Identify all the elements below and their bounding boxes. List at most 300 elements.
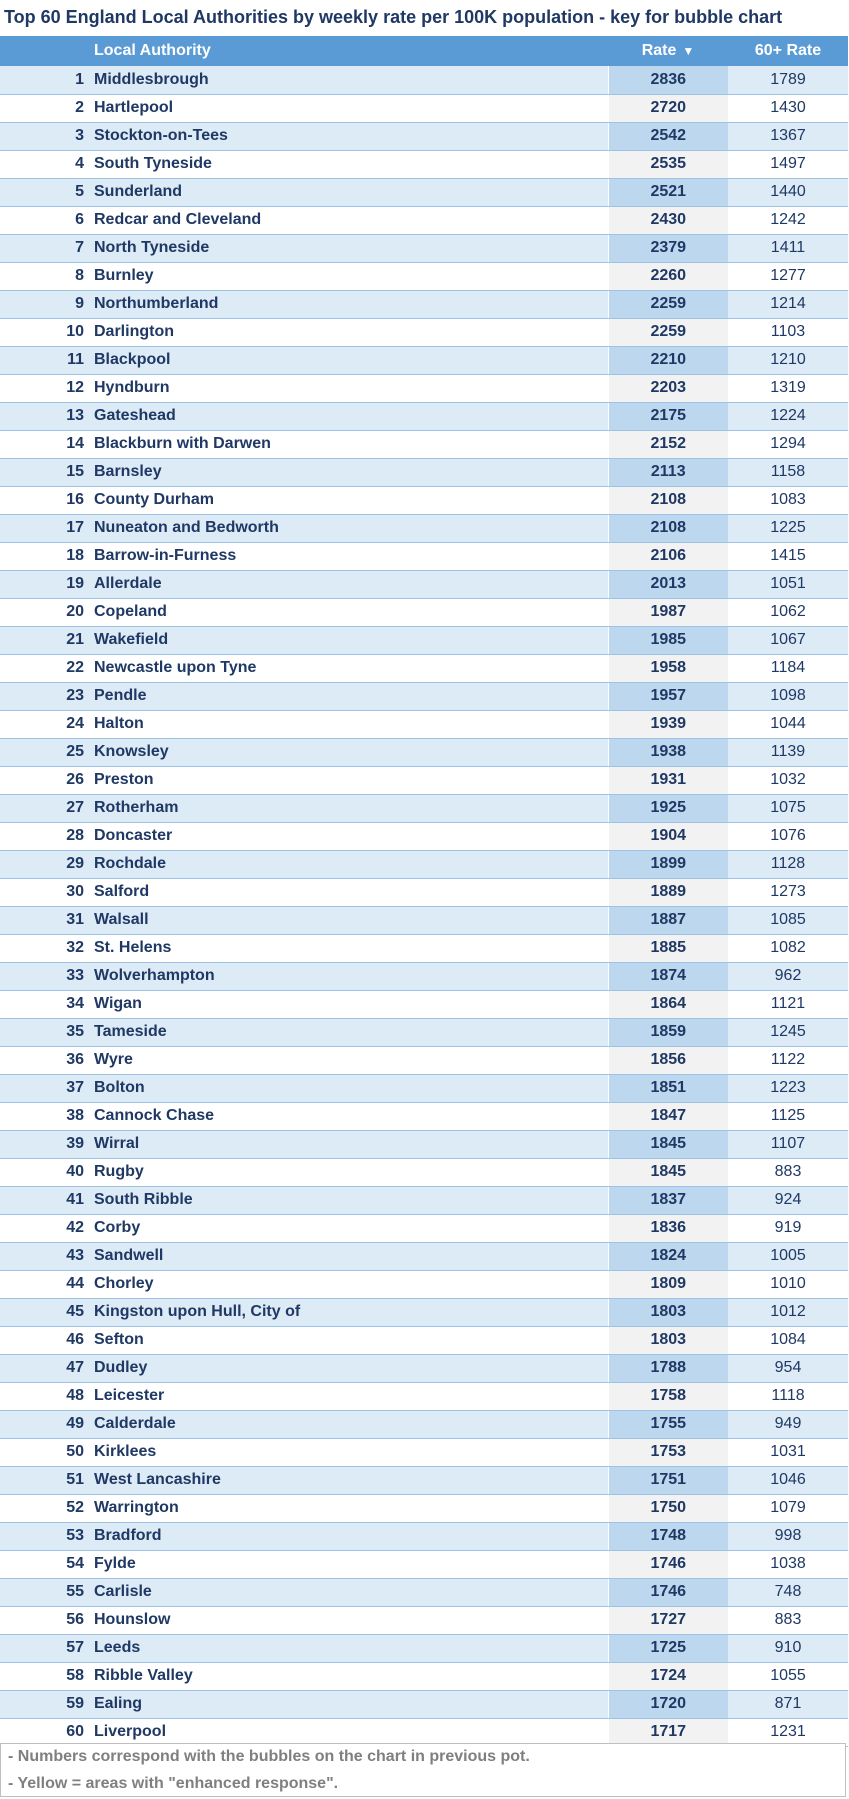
cell-rank: 36 [0,1046,92,1074]
cell-rate: 2203 [608,374,728,402]
table-row [0,1634,848,1662]
cell-rank: 56 [0,1606,92,1634]
cell-local-authority: Gateshead [92,402,608,430]
cell-local-authority: Copeland [92,598,608,626]
table-body [0,66,848,1746]
table-row [0,766,848,794]
cell-local-authority: Sefton [92,1326,608,1354]
table-row [0,822,848,850]
cell-rank: 23 [0,682,92,710]
table-row [0,710,848,738]
cell-local-authority: Ribble Valley [92,1662,608,1690]
cell-rank: 41 [0,1186,92,1214]
cell-local-authority: Kingston upon Hull, City of [92,1298,608,1326]
cell-rank: 21 [0,626,92,654]
cell-local-authority: Sandwell [92,1242,608,1270]
table-row [0,1410,848,1438]
cell-local-authority: Liverpool [92,1718,608,1746]
cell-rate: 1751 [608,1466,728,1494]
cell-local-authority: Barnsley [92,458,608,486]
cell-sixty-plus-rate: 1367 [728,122,848,150]
table-row [0,1298,848,1326]
cell-rank: 48 [0,1382,92,1410]
cell-sixty-plus-rate: 883 [728,1158,848,1186]
cell-rate: 2535 [608,150,728,178]
cell-sixty-plus-rate: 1010 [728,1270,848,1298]
cell-rate: 1824 [608,1242,728,1270]
cell-rate: 1885 [608,934,728,962]
table-row [0,738,848,766]
cell-rate: 1859 [608,1018,728,1046]
cell-sixty-plus-rate: 1046 [728,1466,848,1494]
cell-rate: 1724 [608,1662,728,1690]
cell-rank: 35 [0,1018,92,1046]
cell-local-authority: Wolverhampton [92,962,608,990]
cell-rate: 1874 [608,962,728,990]
cell-local-authority: Barrow-in-Furness [92,542,608,570]
authorities-table-container [0,36,848,1747]
cell-rank: 52 [0,1494,92,1522]
cell-sixty-plus-rate: 1051 [728,570,848,598]
cell-rate: 2152 [608,430,728,458]
table-row [0,1102,848,1130]
cell-sixty-plus-rate: 1497 [728,150,848,178]
cell-sixty-plus-rate: 1125 [728,1102,848,1130]
table-row [0,122,848,150]
cell-sixty-plus-rate: 954 [728,1354,848,1382]
cell-rate: 1746 [608,1578,728,1606]
cell-rank: 33 [0,962,92,990]
cell-sixty-plus-rate: 1082 [728,934,848,962]
cell-sixty-plus-rate: 748 [728,1578,848,1606]
cell-local-authority: Rochdale [92,850,608,878]
cell-sixty-plus-rate: 1158 [728,458,848,486]
cell-rank: 7 [0,234,92,262]
cell-sixty-plus-rate: 1107 [728,1130,848,1158]
cell-local-authority: Carlisle [92,1578,608,1606]
cell-rate: 1904 [608,822,728,850]
cell-rank: 51 [0,1466,92,1494]
cell-rank: 9 [0,290,92,318]
table-row [0,458,848,486]
table-row [0,1186,848,1214]
cell-local-authority: Hounslow [92,1606,608,1634]
cell-local-authority: Wakefield [92,626,608,654]
table-row [0,1550,848,1578]
cell-sixty-plus-rate: 1038 [728,1550,848,1578]
table-row [0,94,848,122]
cell-sixty-plus-rate: 1789 [728,66,848,94]
cell-rate: 2430 [608,206,728,234]
table-row [0,178,848,206]
table-row [0,1690,848,1718]
table-row [0,1578,848,1606]
cell-rank: 28 [0,822,92,850]
cell-rate: 2175 [608,402,728,430]
cell-local-authority: Wirral [92,1130,608,1158]
cell-rank: 3 [0,122,92,150]
cell-sixty-plus-rate: 1184 [728,654,848,682]
cell-sixty-plus-rate: 919 [728,1214,848,1242]
cell-rank: 59 [0,1690,92,1718]
table-row [0,1718,848,1746]
cell-rate: 1755 [608,1410,728,1438]
header-row [0,36,848,66]
cell-local-authority: Calderdale [92,1410,608,1438]
cell-rank: 53 [0,1522,92,1550]
table-row [0,1382,848,1410]
cell-sixty-plus-rate: 962 [728,962,848,990]
cell-rate: 2259 [608,318,728,346]
cell-sixty-plus-rate: 1076 [728,822,848,850]
cell-rank: 19 [0,570,92,598]
cell-local-authority: Chorley [92,1270,608,1298]
table-row [0,1270,848,1298]
table-row [0,290,848,318]
cell-rate: 1851 [608,1074,728,1102]
table-row [0,934,848,962]
cell-sixty-plus-rate: 1121 [728,990,848,1018]
header-rank [0,36,92,66]
table-row [0,486,848,514]
cell-sixty-plus-rate: 1012 [728,1298,848,1326]
table-row [0,1018,848,1046]
table-row [0,1130,848,1158]
cell-sixty-plus-rate: 1128 [728,850,848,878]
cell-local-authority: Sunderland [92,178,608,206]
cell-local-authority: Nuneaton and Bedworth [92,514,608,542]
cell-rank: 29 [0,850,92,878]
cell-local-authority: Stockton-on-Tees [92,122,608,150]
cell-rank: 45 [0,1298,92,1326]
cell-rank: 1 [0,66,92,94]
table-row [0,1354,848,1382]
cell-rank: 43 [0,1242,92,1270]
table-row [0,1662,848,1690]
cell-rank: 15 [0,458,92,486]
cell-sixty-plus-rate: 1044 [728,710,848,738]
cell-rank: 32 [0,934,92,962]
cell-rate: 2013 [608,570,728,598]
cell-local-authority: Dudley [92,1354,608,1382]
cell-rate: 1753 [608,1438,728,1466]
cell-local-authority: Halton [92,710,608,738]
cell-local-authority: Bradford [92,1522,608,1550]
cell-rate: 2106 [608,542,728,570]
table-row [0,1522,848,1550]
table-row [0,1074,848,1102]
cell-sixty-plus-rate: 1440 [728,178,848,206]
table-row [0,542,848,570]
cell-rate: 1748 [608,1522,728,1550]
table-row [0,318,848,346]
cell-rank: 34 [0,990,92,1018]
cell-rate: 1899 [608,850,728,878]
cell-rank: 37 [0,1074,92,1102]
cell-sixty-plus-rate: 1210 [728,346,848,374]
cell-local-authority: Leicester [92,1382,608,1410]
cell-sixty-plus-rate: 1223 [728,1074,848,1102]
cell-sixty-plus-rate: 871 [728,1690,848,1718]
header-sixty-plus-rate [728,36,848,66]
cell-sixty-plus-rate: 1273 [728,878,848,906]
cell-sixty-plus-rate: 1032 [728,766,848,794]
cell-rate: 1750 [608,1494,728,1522]
cell-sixty-plus-rate: 1005 [728,1242,848,1270]
cell-rate: 1746 [608,1550,728,1578]
cell-rate: 2836 [608,66,728,94]
cell-local-authority: Ealing [92,1690,608,1718]
table-row [0,1606,848,1634]
cell-rate: 2108 [608,486,728,514]
cell-local-authority: Fylde [92,1550,608,1578]
header-local-authority [92,36,608,66]
cell-sixty-plus-rate: 1225 [728,514,848,542]
cell-rate: 1845 [608,1130,728,1158]
cell-sixty-plus-rate: 1242 [728,206,848,234]
table-row [0,626,848,654]
cell-local-authority: Burnley [92,262,608,290]
cell-sixty-plus-rate: 1245 [728,1018,848,1046]
cell-local-authority: Blackburn with Darwen [92,430,608,458]
cell-rank: 54 [0,1550,92,1578]
cell-local-authority: Knowsley [92,738,608,766]
cell-rate: 1809 [608,1270,728,1298]
cell-sixty-plus-rate: 1055 [728,1662,848,1690]
table-row [0,262,848,290]
cell-sixty-plus-rate: 1075 [728,794,848,822]
table-row [0,850,848,878]
footnotes-box [0,1743,846,1797]
cell-rank: 46 [0,1326,92,1354]
cell-rank: 30 [0,878,92,906]
cell-sixty-plus-rate: 1411 [728,234,848,262]
cell-rank: 16 [0,486,92,514]
cell-rank: 8 [0,262,92,290]
cell-rate: 1958 [608,654,728,682]
header-local-authority-label: Local Authority [94,42,211,59]
cell-local-authority: Warrington [92,1494,608,1522]
cell-sixty-plus-rate: 1118 [728,1382,848,1410]
cell-local-authority: Tameside [92,1018,608,1046]
cell-rank: 38 [0,1102,92,1130]
cell-local-authority: County Durham [92,486,608,514]
cell-rate: 1931 [608,766,728,794]
cell-sixty-plus-rate: 1430 [728,94,848,122]
cell-rank: 49 [0,1410,92,1438]
table-row [0,878,848,906]
cell-rank: 55 [0,1578,92,1606]
cell-rate: 1985 [608,626,728,654]
cell-rate: 1720 [608,1690,728,1718]
cell-rate: 2379 [608,234,728,262]
cell-rate: 1856 [608,1046,728,1074]
cell-local-authority: Doncaster [92,822,608,850]
sort-descending-icon[interactable]: ▼ [682,44,695,58]
footnote-bubbles: - Numbers correspond with the bubbles on the chart in previous pot. [8,1748,530,1765]
cell-sixty-plus-rate: 998 [728,1522,848,1550]
table-row [0,682,848,710]
cell-rank: 2 [0,94,92,122]
cell-local-authority: Bolton [92,1074,608,1102]
cell-rank: 44 [0,1270,92,1298]
cell-local-authority: Cannock Chase [92,1102,608,1130]
cell-local-authority: North Tyneside [92,234,608,262]
cell-sixty-plus-rate: 1224 [728,402,848,430]
cell-local-authority: Hyndburn [92,374,608,402]
cell-sixty-plus-rate: 1062 [728,598,848,626]
table-row [0,66,848,94]
cell-local-authority: Pendle [92,682,608,710]
cell-rate: 2542 [608,122,728,150]
cell-local-authority: Newcastle upon Tyne [92,654,608,682]
cell-rank: 50 [0,1438,92,1466]
table-row [0,962,848,990]
cell-local-authority: Blackpool [92,346,608,374]
header-sixty-plus-rate-label: 60+ Rate [754,42,822,59]
cell-local-authority: Wyre [92,1046,608,1074]
footnote-yellow: - Yellow = areas with "enhanced response". [8,1775,339,1792]
cell-rank: 11 [0,346,92,374]
table-row [0,570,848,598]
cell-rate: 1725 [608,1634,728,1662]
cell-rank: 20 [0,598,92,626]
cell-sixty-plus-rate: 924 [728,1186,848,1214]
cell-rate: 1803 [608,1326,728,1354]
cell-rate: 1837 [608,1186,728,1214]
cell-rate: 1864 [608,990,728,1018]
cell-sixty-plus-rate: 1122 [728,1046,848,1074]
cell-rank: 10 [0,318,92,346]
cell-local-authority: Hartlepool [92,94,608,122]
cell-rank: 26 [0,766,92,794]
cell-rank: 40 [0,1158,92,1186]
cell-rank: 6 [0,206,92,234]
table-row [0,1494,848,1522]
cell-local-authority: South Tyneside [92,150,608,178]
table-row [0,1326,848,1354]
cell-local-authority: Rugby [92,1158,608,1186]
cell-rate: 2521 [608,178,728,206]
cell-sixty-plus-rate: 1103 [728,318,848,346]
cell-rate: 1987 [608,598,728,626]
cell-rank: 5 [0,178,92,206]
table-row [0,430,848,458]
cell-rate: 1939 [608,710,728,738]
cell-sixty-plus-rate: 1415 [728,542,848,570]
authorities-table [0,36,848,1747]
table-row [0,150,848,178]
table-row [0,1046,848,1074]
cell-rank: 39 [0,1130,92,1158]
cell-rate: 2260 [608,262,728,290]
table-row [0,1466,848,1494]
table-row [0,1158,848,1186]
table-row [0,794,848,822]
cell-local-authority: South Ribble [92,1186,608,1214]
cell-rank: 22 [0,654,92,682]
header-rate[interactable] [608,36,728,66]
table-row [0,1438,848,1466]
cell-rank: 57 [0,1634,92,1662]
cell-sixty-plus-rate: 1139 [728,738,848,766]
cell-local-authority: Darlington [92,318,608,346]
cell-local-authority: Corby [92,1214,608,1242]
table-row [0,1214,848,1242]
table-row [0,654,848,682]
table-row [0,598,848,626]
table-row [0,346,848,374]
header-rate-label: Rate [641,42,677,59]
cell-rate: 1925 [608,794,728,822]
cell-rate: 2720 [608,94,728,122]
cell-rank: 13 [0,402,92,430]
cell-local-authority: Walsall [92,906,608,934]
cell-rank: 18 [0,542,92,570]
cell-rate: 1836 [608,1214,728,1242]
cell-rate: 1845 [608,1158,728,1186]
cell-sixty-plus-rate: 910 [728,1634,848,1662]
cell-sixty-plus-rate: 1231 [728,1718,848,1746]
cell-sixty-plus-rate: 1319 [728,374,848,402]
cell-rank: 31 [0,906,92,934]
cell-sixty-plus-rate: 1214 [728,290,848,318]
cell-local-authority: Kirklees [92,1438,608,1466]
cell-sixty-plus-rate: 1067 [728,626,848,654]
cell-rank: 47 [0,1354,92,1382]
cell-sixty-plus-rate: 1079 [728,1494,848,1522]
cell-rate: 2210 [608,346,728,374]
cell-rate: 1788 [608,1354,728,1382]
cell-rank: 4 [0,150,92,178]
cell-rate: 1887 [608,906,728,934]
cell-rank: 25 [0,738,92,766]
cell-local-authority: West Lancashire [92,1466,608,1494]
table-header [0,36,848,66]
cell-rate: 1803 [608,1298,728,1326]
table-row [0,514,848,542]
cell-local-authority: Leeds [92,1634,608,1662]
cell-rate: 2259 [608,290,728,318]
cell-sixty-plus-rate: 1085 [728,906,848,934]
cell-rate: 1889 [608,878,728,906]
cell-local-authority: Preston [92,766,608,794]
cell-sixty-plus-rate: 1277 [728,262,848,290]
cell-sixty-plus-rate: 1031 [728,1438,848,1466]
table-row [0,402,848,430]
cell-rate: 1758 [608,1382,728,1410]
cell-local-authority: Northumberland [92,290,608,318]
cell-local-authority: Rotherham [92,794,608,822]
cell-local-authority: Wigan [92,990,608,1018]
cell-local-authority: St. Helens [92,934,608,962]
cell-rate: 1727 [608,1606,728,1634]
table-row [0,990,848,1018]
cell-rate: 1938 [608,738,728,766]
table-row [0,374,848,402]
cell-rank: 17 [0,514,92,542]
cell-rank: 42 [0,1214,92,1242]
cell-local-authority: Redcar and Cleveland [92,206,608,234]
table-row [0,234,848,262]
cell-local-authority: Salford [92,878,608,906]
cell-rate: 2113 [608,458,728,486]
cell-rate: 1957 [608,682,728,710]
cell-rank: 27 [0,794,92,822]
cell-rate: 1717 [608,1718,728,1746]
cell-local-authority: Middlesbrough [92,66,608,94]
cell-sixty-plus-rate: 1294 [728,430,848,458]
